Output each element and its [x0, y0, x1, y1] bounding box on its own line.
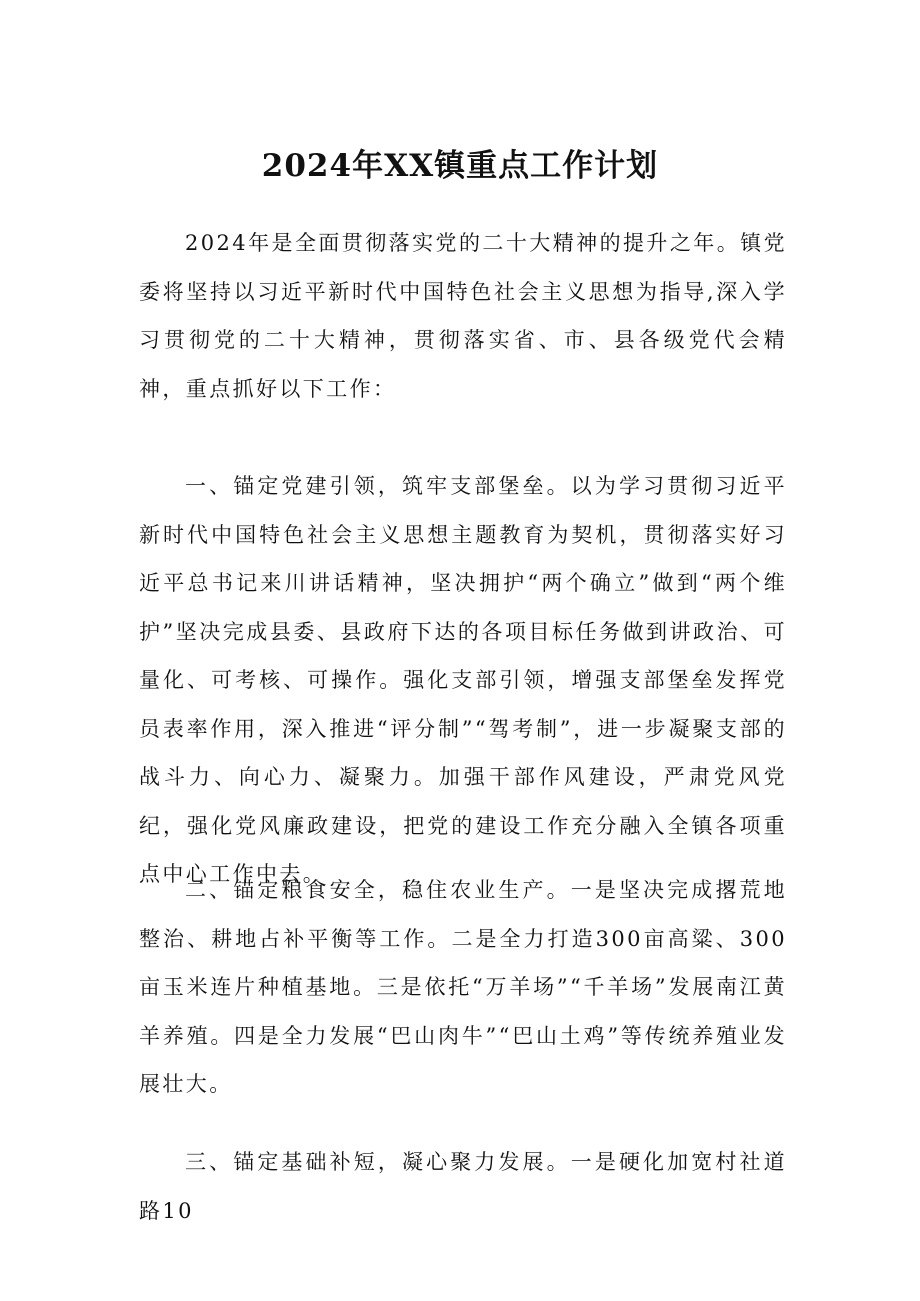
section-1-paragraph: 一、锚定党建引领，筑牢支部堡垒。以为学习贯彻习近平新时代中国特色社会主义思想主题教育为契机，贯彻落实好习近平总书记来川讲话精神，坚决拥护“两个确立”做到“两个维护”坚决完成县委、县政府下达的各项目标任务做到讲政治、可量化、可考核、可操作。强化支部引领，增强支部堡垒发挥党员表率作用，深入推进“评分制”“驾考制”，进一步凝聚支部的战斗力、向心力、凝聚力。加强干部作风建设，严肃党风党纪，强化党风廉政建设，把党的建设工作充分融入全镇各项重点中心工作中去。 [139, 474, 787, 886]
section-3-paragraph: 三、锚定基础补短，凝心聚力发展。一是硬化加宽村社道路10 [139, 1150, 787, 1223]
section-2-paragraph: 二、锚定粮食安全，稳住农业生产。一是坚决完成撂荒地整治、耕地占补平衡等工作。二是全力打造300亩高粱、300亩玉米连片种植基地。三是依托“万羊场”“千羊场”发展南江黄羊养殖。四是全力发展“巴山肉牛”“巴山土鸡”等传统养殖业发展壮大。 [139, 878, 787, 1096]
document-title: 2024年XX镇重点工作计划 [261, 148, 659, 184]
intro-paragraph: 2024年是全面贯彻落实党的二十大精神的提升之年。镇党委将坚持以习近平新时代中国特色社会主义思想为指导,深入学习贯彻党的二十大精神，贯彻落实省、市、县各级党代会精神，重点抓好以下工作： [139, 231, 787, 401]
